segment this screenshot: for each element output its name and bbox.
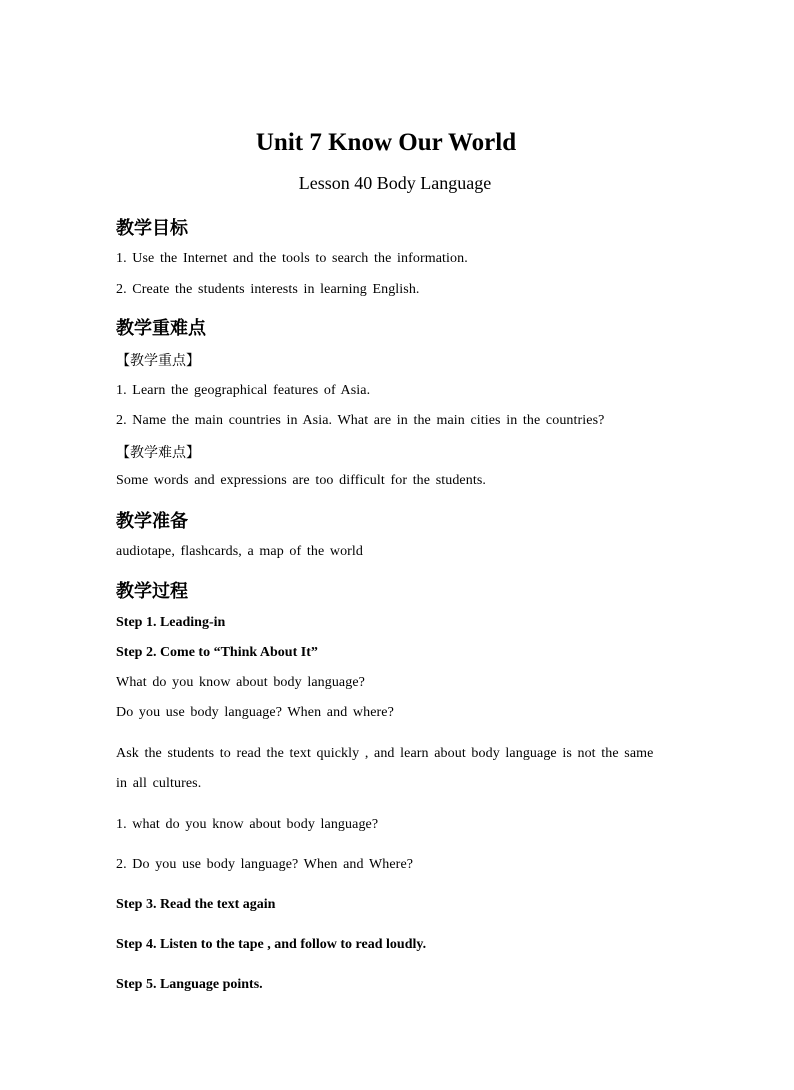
- section-heading-preparation: 教学准备: [116, 511, 188, 532]
- paragraph-line: in all cultures.: [116, 776, 202, 791]
- list-item: 1. what do you know about body language?: [116, 817, 379, 832]
- step-heading: Step 4. Listen to the tape , and follow to read loudly.: [116, 937, 427, 952]
- list-item: 2. Do you use body language? When and Where?: [116, 857, 414, 872]
- preparation-text: audiotape, flashcards, a map of the world: [116, 544, 364, 559]
- document-subtitle: Lesson 40 Body Language: [298, 173, 492, 193]
- section-heading-process: 教学过程: [116, 581, 188, 602]
- document-title: Unit 7 Know Our World: [255, 129, 517, 156]
- step-heading: Step 5. Language points.: [116, 977, 263, 992]
- difficult-point-text: Some words and expressions are too difficult for the students.: [116, 473, 486, 488]
- objective-item: 1. Use the Internet and the tools to search the information.: [116, 251, 468, 266]
- question-text: What do you know about body language?: [116, 675, 365, 690]
- step-heading: Step 1. Leading-in: [116, 615, 226, 630]
- key-point-item: 2. Name the main countries in Asia. What are in the main cities in the countries?: [116, 413, 605, 428]
- section-heading-key-difficult: 教学重难点: [116, 318, 206, 339]
- key-points-label: 【教学重点】: [116, 353, 200, 369]
- difficult-points-label: 【教学难点】: [116, 445, 200, 461]
- objective-item: 2. Create the students interests in learning English.: [116, 282, 420, 297]
- step-heading: Step 2. Come to “Think About It”: [116, 645, 318, 660]
- step-heading: Step 3. Read the text again: [116, 897, 276, 912]
- question-text: Do you use body language? When and where?: [116, 705, 394, 720]
- paragraph-line: Ask the students to read the text quickly , and learn about body language is not the same: [116, 746, 654, 761]
- section-heading-objectives: 教学目标: [116, 218, 188, 239]
- key-point-item: 1. Learn the geographical features of Asia.: [116, 383, 371, 398]
